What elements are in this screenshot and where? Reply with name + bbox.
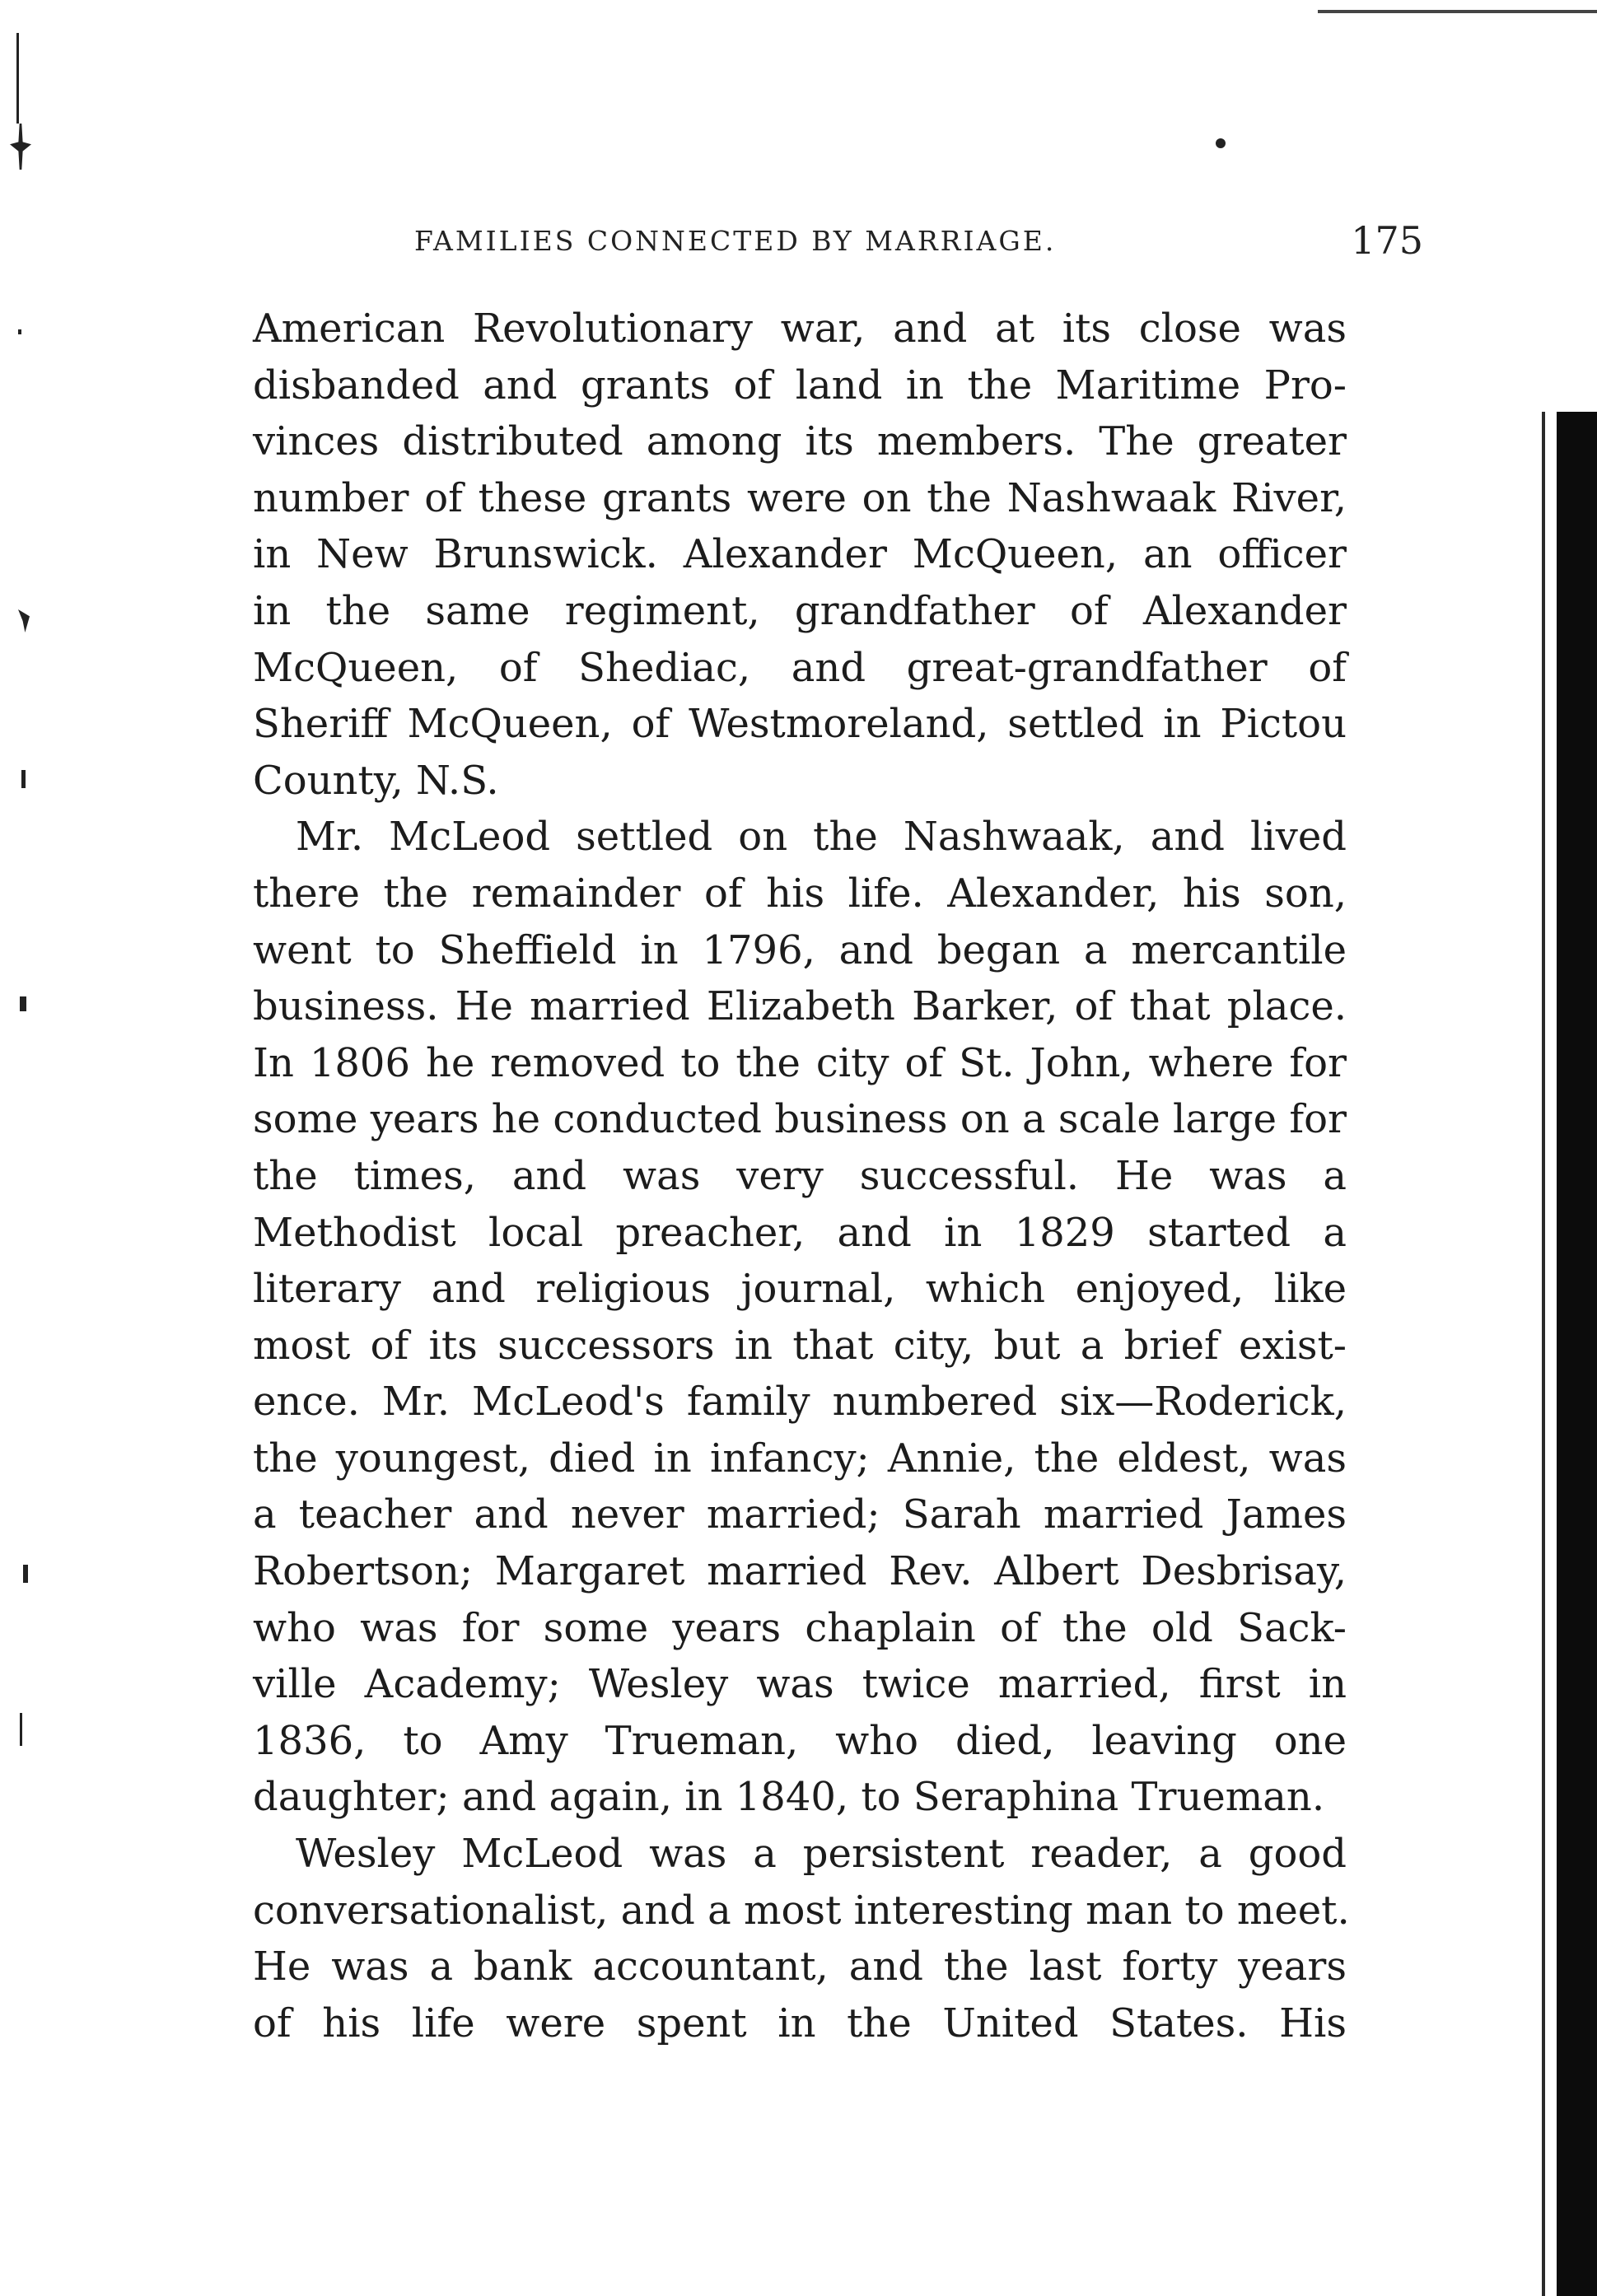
text-line: number of these grants were on the Nashwaak River, <box>253 474 1347 521</box>
text-line: literary and religious journal, which enjoyed, like <box>253 1266 1347 1313</box>
text-line: Mr. McLeod settled on the Nashwaak, and lived <box>296 814 1347 861</box>
text-line: disbanded and grants of land in the Maritime Pro- <box>253 362 1347 408</box>
page-header <box>414 218 1423 268</box>
margin-mark <box>18 609 30 632</box>
margin-mark <box>18 329 21 334</box>
text-line: most of its successors in that city, but a brief exist- <box>253 1322 1347 1369</box>
text-line: In 1806 he removed to the city of St. John, where for <box>253 1039 1347 1086</box>
text-line: ence. Mr. McLeod's family numbered six—Roderick, <box>253 1379 1347 1426</box>
running-head: FAMILIES CONNECTED BY MARRIAGE. <box>414 225 1057 257</box>
text-line: a teacher and never married; Sarah married James <box>253 1491 1347 1538</box>
text-line: the times, and was very successful. He was a <box>253 1152 1347 1199</box>
margin-mark <box>16 33 19 124</box>
scan-edge-shadow <box>1557 412 1597 2296</box>
text-line: Wesley McLeod was a persistent reader, a good <box>296 1831 1347 1878</box>
text-line: vinces distributed among its members. The greater <box>253 418 1347 465</box>
text-line: there the remainder of his life. Alexander, his son, <box>253 870 1347 917</box>
text-line: Robertson; Margaret married Rev. Albert Desbrisay, <box>253 1548 1347 1595</box>
text-line: the youngest, died in infancy; Annie, the eldest, was <box>253 1435 1347 1482</box>
text-line: in New Brunswick. Alexander McQueen, an officer <box>253 531 1347 578</box>
text-line: conversationalist, and a most interesting man to meet. <box>253 1887 1350 1934</box>
text-line: some years he conducted business on a scale large for <box>253 1096 1347 1143</box>
margin-mark <box>23 1565 28 1583</box>
scan-top-rule <box>1318 10 1597 13</box>
body-text <box>253 301 1350 2051</box>
text-line: Sheriff McQueen, of Westmoreland, settled in Pictou <box>253 701 1347 748</box>
text-line: 1836, to Amy Trueman, who died, leaving one <box>253 1717 1347 1764</box>
text-line: He was a bank accountant, and the last forty years <box>253 1944 1347 1990</box>
text-line: County, N.S. <box>253 757 499 804</box>
margin-mark <box>21 770 26 788</box>
text-line: American Revolutionary war, and at its close was <box>253 306 1347 352</box>
text-line: went to Sheffield in 1796, and began a mercantile <box>253 926 1347 973</box>
text-line: Methodist local preacher, and in 1829 started a <box>253 1209 1347 1256</box>
text-line: daughter; and again, in 1840, to Seraphina Trueman. <box>253 1774 1325 1821</box>
margin-mark <box>10 124 31 170</box>
text-line: ville Academy; Wesley was twice married, first in <box>253 1661 1347 1708</box>
page-number: 175 <box>1351 218 1423 263</box>
scan-speck <box>1216 138 1226 148</box>
margin-mark <box>20 1713 22 1746</box>
scan-edge-line <box>1542 412 1545 2296</box>
text-line: in the same regiment, grandfather of Alexander <box>253 587 1347 634</box>
text-line: McQueen, of Shediac, and great-grandfather of <box>253 644 1347 691</box>
margin-mark <box>20 996 26 1011</box>
text-line: who was for some years chaplain of the old Sack- <box>253 1604 1347 1651</box>
text-line: business. He married Elizabeth Barker, of that place. <box>253 983 1347 1030</box>
text-line: of his life were spent in the United States. His <box>253 2000 1347 2046</box>
